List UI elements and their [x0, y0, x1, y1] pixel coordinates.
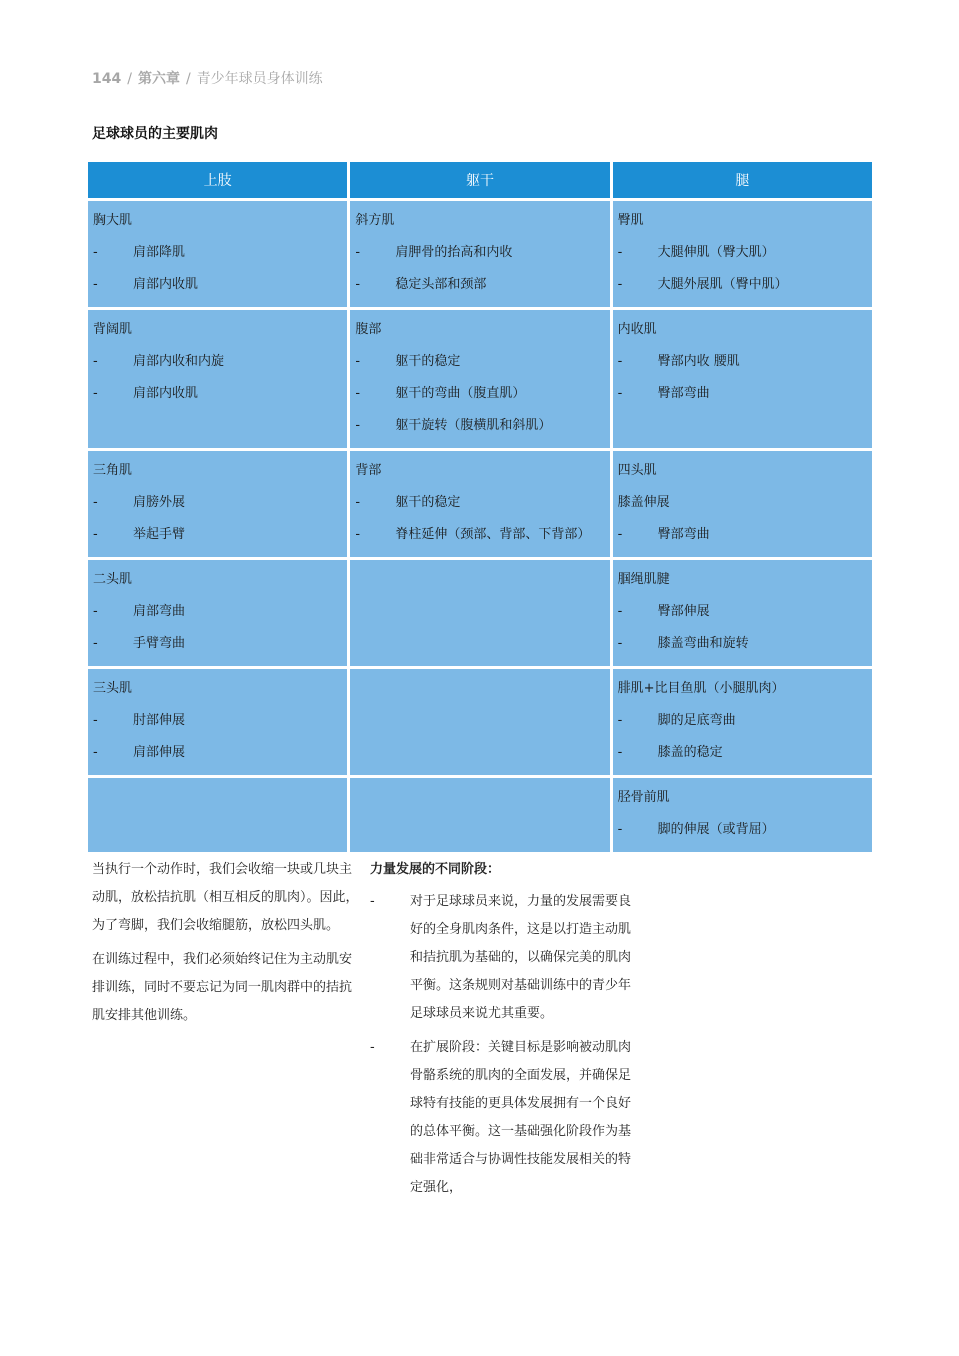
- table-row: [88, 310, 872, 448]
- table-cell: [613, 201, 872, 307]
- function-item: - 肩膀外展: [93, 495, 186, 510]
- function-item: - 举起手臂: [93, 527, 186, 542]
- table-cell: [350, 310, 609, 448]
- bullet-item: [370, 888, 638, 1028]
- table-title: 足球球员的主要肌肉: [92, 126, 218, 142]
- table-row: [88, 451, 872, 557]
- table-cell: [88, 201, 347, 307]
- function-item: - 臀部内收 腰肌: [617, 354, 740, 369]
- paragraph: 在训练过程中，我们必须始终记住为主动肌安排训练，同时不要忘记为同一肌肉群中的拮抗肌安排其他训练。: [92, 952, 353, 1023]
- header-separator: /: [185, 71, 191, 87]
- muscle-name: 四头肌: [617, 463, 657, 478]
- function-line: 膝盖伸展: [617, 495, 670, 510]
- page-number: 144: [92, 71, 122, 87]
- function-item: - 肩部弯曲: [93, 604, 186, 619]
- muscle-name: 三角肌: [93, 463, 133, 478]
- table-cell: [613, 778, 872, 852]
- page-header: [92, 68, 323, 88]
- body-text-left: [92, 856, 364, 1036]
- table-cell: [350, 201, 609, 307]
- function-item: - 脚的伸展（或背屈）: [617, 822, 775, 837]
- column-header-upper-limb: 上肢: [88, 162, 347, 198]
- function-item: - 稳定头部和颈部: [355, 277, 487, 292]
- muscle-name: 腹部: [355, 322, 382, 337]
- table-row: [88, 560, 872, 666]
- muscle-name: 臀肌: [617, 213, 644, 228]
- table-cell: [88, 669, 347, 775]
- table-cell-empty: [350, 778, 609, 852]
- bullet-dash: -: [370, 1040, 375, 1055]
- function-item: - 躯干的稳定: [355, 495, 461, 510]
- muscle-name: 内收肌: [617, 322, 657, 337]
- table-cell: [613, 310, 872, 448]
- table-cell: [613, 560, 872, 666]
- body-text-right: [370, 856, 638, 1208]
- function-item: - 膝盖的稳定: [617, 745, 723, 760]
- muscle-name: 背部: [355, 463, 382, 478]
- header-separator: /: [127, 71, 132, 87]
- function-item: - 肘部伸展: [93, 713, 186, 728]
- function-item: - 大腿外展肌（臀中肌）: [617, 277, 788, 292]
- column-header-trunk: 躯干: [350, 162, 609, 198]
- muscle-name: 背阔肌: [93, 322, 133, 337]
- table-cell: [88, 451, 347, 557]
- chapter-label: 第六章: [137, 71, 180, 87]
- table-row: [88, 669, 872, 775]
- bullet-dash: -: [370, 894, 375, 909]
- function-item: - 肩胛骨的抬高和内收: [355, 245, 513, 260]
- table-cell: [613, 451, 872, 557]
- table-row: [88, 778, 872, 852]
- function-item: - 躯干的稳定: [355, 354, 461, 369]
- column-header-legs: 腿: [613, 162, 872, 198]
- section-label: 青少年球员身体训练: [196, 71, 323, 87]
- function-item: - 臀部伸展: [617, 604, 710, 619]
- muscle-name: 三头肌: [93, 681, 133, 696]
- table-cell-empty: [88, 778, 347, 852]
- function-item: - 臀部弯曲: [617, 386, 710, 401]
- function-item: - 脊柱延伸（颈部、背部、下背部）: [355, 527, 591, 542]
- function-item: - 肩部内收和内旋: [93, 354, 225, 369]
- muscle-name: 斜方肌: [355, 213, 395, 228]
- function-item: - 肩部降肌: [93, 245, 186, 260]
- muscle-table: [85, 159, 875, 855]
- muscle-name: 腘绳肌腱: [617, 572, 670, 587]
- table-cell: [88, 310, 347, 448]
- function-item: - 躯干旋转（腹横肌和斜肌）: [355, 418, 552, 433]
- table-cell-empty: [350, 669, 609, 775]
- paragraph: 当执行一个动作时，我们会收缩一块或几块主动肌，放松拮抗肌（相互相反的肌肉）。因此，为了弯脚，我们会收缩腿筋，放松四头肌。: [92, 862, 359, 933]
- table-header-row: [88, 162, 872, 198]
- function-item: - 肩部内收肌: [93, 386, 199, 401]
- section-heading: 力量发展的不同阶段：: [370, 862, 501, 877]
- bullet-item: [370, 1034, 638, 1202]
- muscle-name: 腓肌+比目鱼肌（小腿肌肉）: [617, 681, 785, 696]
- function-item: - 手臂弯曲: [93, 636, 186, 651]
- table-row: [88, 201, 872, 307]
- table-cell: [88, 560, 347, 666]
- function-item: - 脚的足底弯曲: [617, 713, 736, 728]
- function-item: - 膝盖弯曲和旋转: [617, 636, 749, 651]
- bullet-text: 对于足球球员来说，力量的发展需要良好的全身肌肉条件，这是以打造主动肌和拮抗肌为基础的，以确保完美的肌肉平衡。这条规则对基础训练中的青少年足球球员来说尤其重要。: [410, 894, 632, 1021]
- table-cell-empty: [350, 560, 609, 666]
- table-cell: [350, 451, 609, 557]
- muscle-name: 二头肌: [93, 572, 133, 587]
- function-item: - 肩部伸展: [93, 745, 186, 760]
- muscle-name: 胫骨前肌: [617, 790, 670, 805]
- table-cell: [613, 669, 872, 775]
- function-item: - 躯干的弯曲（腹直肌）: [355, 386, 526, 401]
- function-item: - 大腿伸肌（臀大肌）: [617, 245, 775, 260]
- muscle-name: 胸大肌: [93, 213, 133, 228]
- function-item: - 肩部内收肌: [93, 277, 199, 292]
- function-item: - 臀部弯曲: [617, 527, 710, 542]
- bullet-text: 在扩展阶段：关键目标是影响被动肌肉骨骼系统的肌肉的全面发展，并确保足球特有技能的更具体发展拥有一个良好的总体平衡。这一基础强化阶段作为基础非常适合与协调性技能发展相关的特定强化，: [410, 1040, 632, 1195]
